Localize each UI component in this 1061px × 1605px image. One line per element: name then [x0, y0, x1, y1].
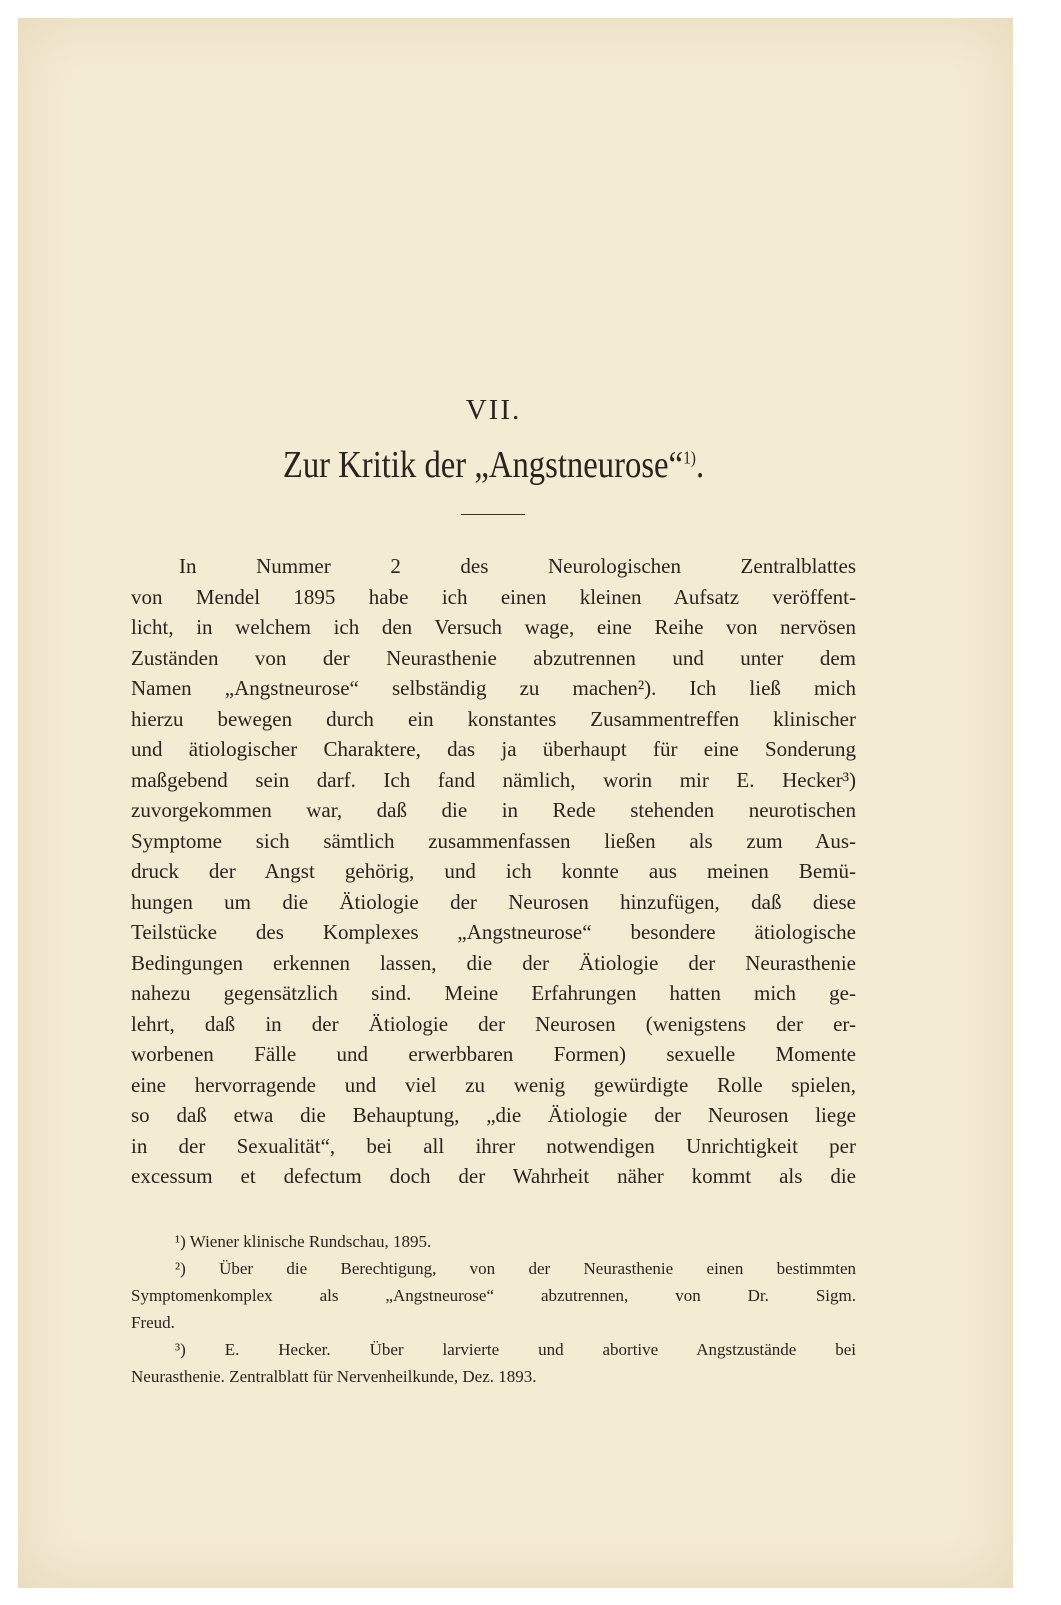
- chapter-title: Zur Kritik der „Angstneurose“$^{1)}$.: [282, 444, 705, 486]
- body-line: Symptome sich sämtlich zusammenfassen ließen als zum Aus-: [131, 828, 856, 853]
- body-line: druck der Angst gehörig, und ich konnte aus meinen Bemü-: [131, 859, 856, 883]
- title-footnote-mark: 1): [683, 447, 696, 468]
- body-line: eine hervorragende und viel zu wenig gewürdigte Rolle spielen,: [131, 1072, 856, 1097]
- body-line: maßgebend sein darf. Ich fand nämlich, worin mir E. Hecker³): [131, 767, 856, 792]
- body-line: in der Sexualität“, bei all ihrer notwendigen Unrichtigkeit per: [131, 1133, 856, 1158]
- body-line: In Nummer 2 des Neurologischen Zentralblattes: [179, 554, 856, 578]
- body-line: lehrt, daß in der Ätiologie der Neurosen (wenigstens der er-: [131, 1011, 856, 1036]
- body-line: nahezu gegensätzlich sind. Meine Erfahrungen hatten mich ge-: [131, 981, 856, 1005]
- body-line: zuvorgekommen war, daß die in Rede stehenden neurotischen: [131, 798, 856, 822]
- body-line: und ätiologischer Charaktere, das ja überhaupt für eine Sonderung: [131, 737, 856, 761]
- body-line: so daß etwa die Behauptung, „die Ätiologie der Neurosen liege: [131, 1103, 856, 1127]
- footnote-1: ¹) Wiener klinische Rundschau, 1895.: [175, 1232, 432, 1251]
- body-text: [131, 551, 856, 1192]
- footnote-2-line: ²) Über die Berechtigung, von der Neurasthenie einen bestimmten: [175, 1259, 856, 1278]
- body-line: licht, in welchem ich den Versuch wage, eine Reihe von nervösen: [131, 615, 856, 639]
- footnote-2-line: Freud.: [131, 1313, 175, 1332]
- body-line: excessum et defectum doch der Wahrheit näher kommt als die: [131, 1164, 856, 1188]
- body-line: Bedingungen erkennen lassen, die der Ätiologie der Neurasthenie: [131, 950, 856, 975]
- footnote-3-line: Neurasthenie. Zentralblatt für Nervenheilkunde, Dez. 1893.: [131, 1367, 537, 1386]
- body-line: hierzu bewegen durch ein konstantes Zusammentreffen klinischer: [131, 706, 856, 731]
- book-page: [18, 18, 1013, 1588]
- chapter-title-text: Zur Kritik der „Angstneurose“: [282, 444, 684, 486]
- footnote-2-line: Symptomenkomplex als „Angstneurose“ abzutrennen, von Dr. Sigm.: [131, 1286, 856, 1305]
- footnote-3-line: ³) E. Hecker. Über larvierte und abortive Angstzustände bei: [175, 1340, 856, 1359]
- chapter-number: VII.: [465, 394, 522, 426]
- body-line: hungen um die Ätiologie der Neurosen hinzufügen, daß diese: [131, 889, 856, 914]
- footnotes: [131, 1228, 856, 1390]
- body-line: Namen „Angstneurose“ selbständig zu machen²). Ich ließ mich: [131, 676, 856, 700]
- body-line: von Mendel 1895 habe ich einen kleinen Aufsatz veröffent-: [131, 584, 856, 609]
- body-line: Teilstücke des Komplexes „Angstneurose“ besondere ätiologische: [131, 920, 856, 944]
- body-line: Zuständen von der Neurasthenie abzutrennen und unter dem: [131, 645, 856, 670]
- title-divider: [461, 514, 525, 515]
- body-line: worbenen Fälle und erwerbbaren Formen) sexuelle Momente: [131, 1042, 856, 1066]
